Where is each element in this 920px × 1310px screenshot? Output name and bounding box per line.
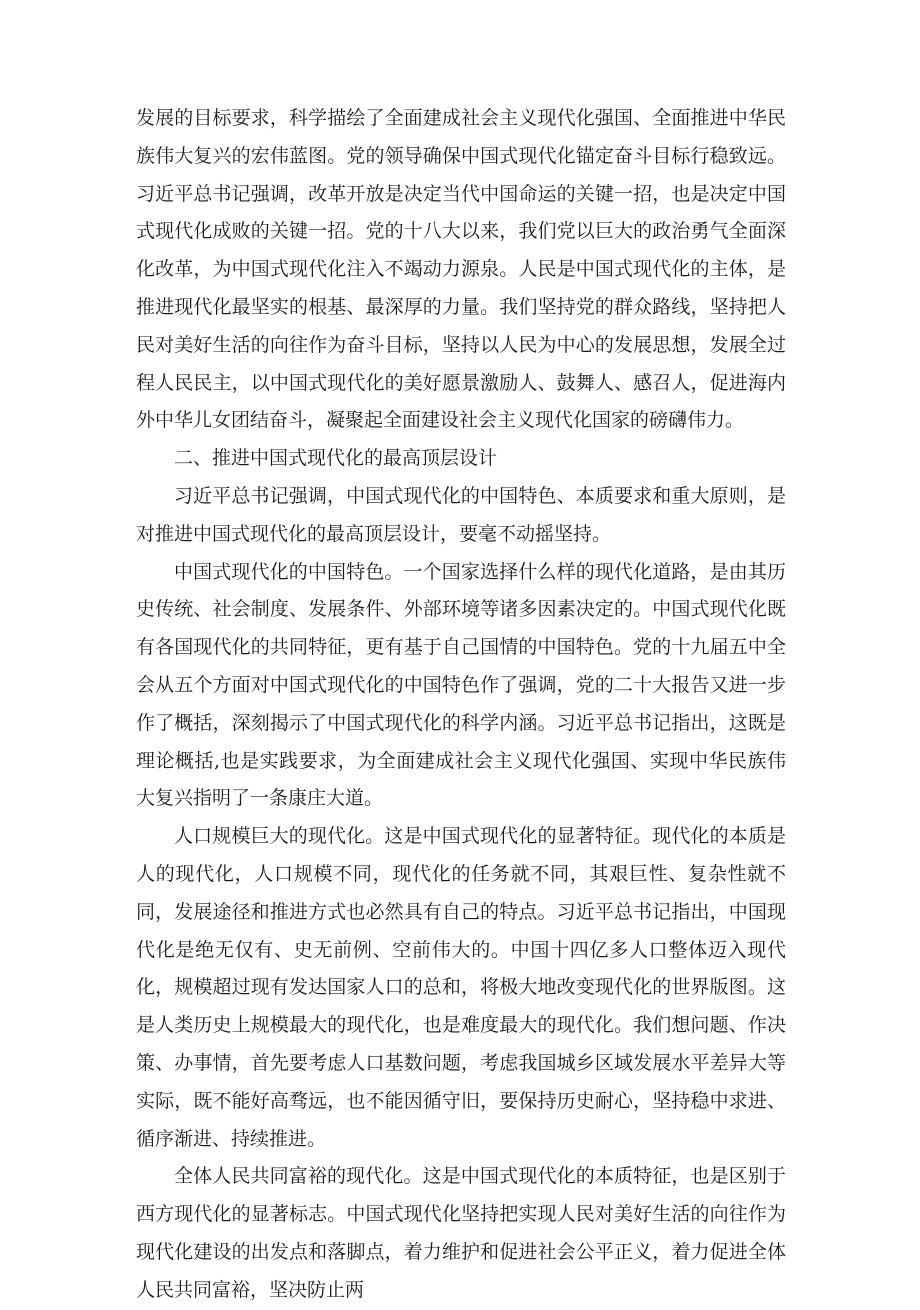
paragraph-continued: 发展的目标要求，科学描绘了全面建成社会主义现代化强国、全面推进中华民族伟大复兴的宏伟蓝图。党的领导确保中国式现代化锚定奋斗目标行稳致远。习近平总书记强调，改革开放是决定当代中国命运的关键一招，也是决定中国式现代化成败的关键一招。党的十八大以来，我们党以巨大的政治勇气全面深化改革，为中国式现代化注入不竭动力源泉。人民是中国式现代化的主体，是推进现代化最坚实的根基、最深厚的力量。我们坚持党的群众路线，坚持把人民对美好生活的向往作为奋斗目标，坚持以人民为中心的发展思想，发展全过程人民民主，以中国式现代化的美好愿景激励人、鼓舞人、感召人，促进海内外中华儿女团结奋斗，凝聚起全面建设社会主义现代化国家的磅礴伟力。 [136,107,786,432]
document-page [136,100,786,1310]
section-heading: 二、推进中国式现代化的最高顶层设计 [174,447,498,470]
paragraph: 人口规模巨大的现代化。这是中国式现代化的显著特征。现代化的本质是人的现代化，人口规模不同，现代化的任务就不同，其艰巨性、复杂性就不同，发展途径和推进方式也必然具有自己的特点。习近平总书记指出，中国现代化是绝无仅有、史无前例、空前伟大的。中国十四亿多人口整体迈入现代化，规模超过现有发达国家人口的总和，将极大地改变现代化的世界版图。这是人类历史上规模最大的现代化，也是难度最大的现代化。我们想问题、作决策、办事情，首先要考虑人口基数问题，考虑我国城乡区域发展水平差异大等实际，既不能好高骛远，也不能因循守旧，要保持历史耐心，坚持稳中求进、循序渐进、持续推进。 [136,825,786,1150]
paragraph: 习近平总书记强调，中国式现代化的中国特色、本质要求和重大原则，是对推进中国式现代化的最高顶层设计，要毫不动摇坚持。 [136,484,786,545]
paragraph: 全体人民共同富裕的现代化。这是中国式现代化的本质特征，也是区别于西方现代化的显著标志。中国式现代化坚持把实现人民对美好生活的向往作为现代化建设的出发点和落脚点，着力维护和促进社会公平正义，着力促进全体人民共同富裕，坚决防止两 [136,1165,786,1301]
paragraph: 中国式现代化的中国特色。一个国家选择什么样的现代化道路，是由其历史传统、社会制度、发展条件、外部环境等诸多因素决定的。中国式现代化既有各国现代化的共同特征，更有基于自己国情的中国特色。党的十九届五中全会从五个方面对中国式现代化的中国特色作了强调，党的二十大报告又进一步作了概括，深刻揭示了中国式现代化的科学内涵。习近平总书记指出，这既是理论概括,也是实践要求，为全面建成社会主义现代化强国、实现中华民族伟大复兴指明了一条康庄大道。 [136,560,786,810]
